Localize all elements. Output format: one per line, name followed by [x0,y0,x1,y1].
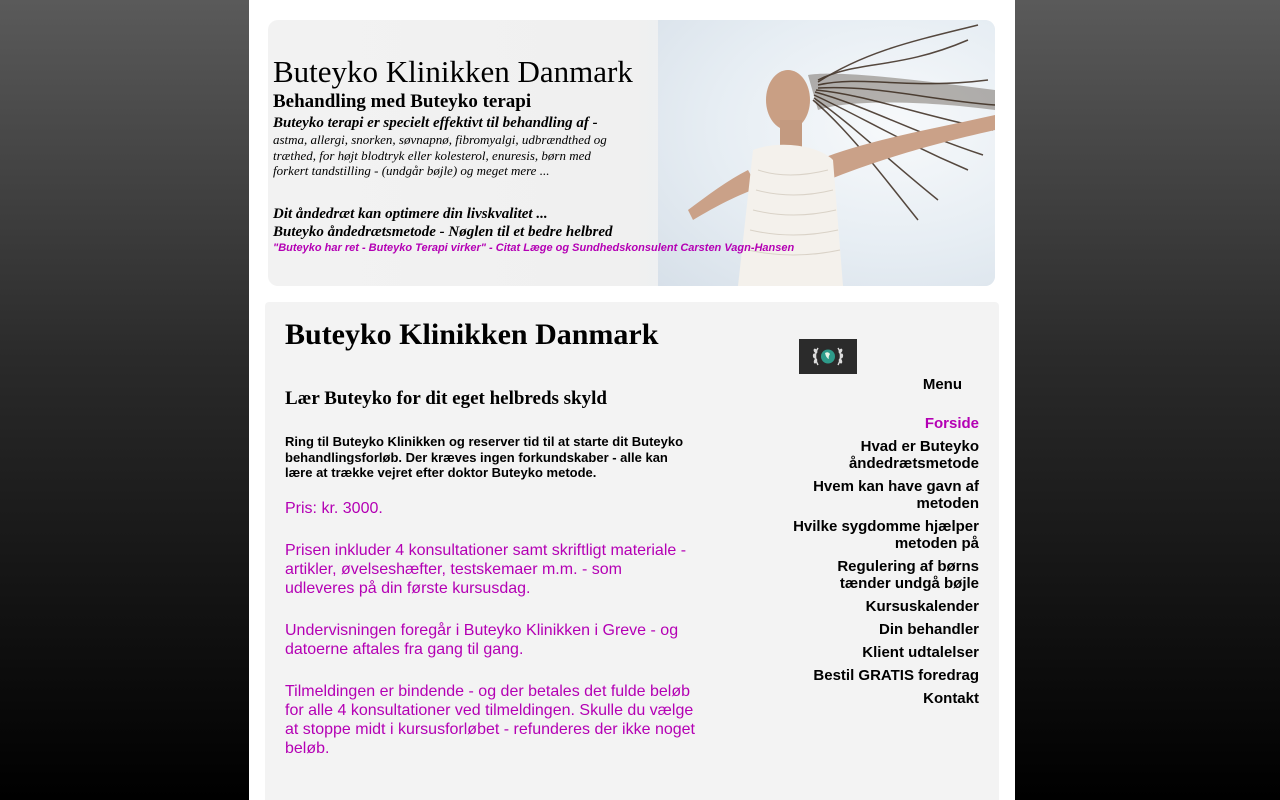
header-banner [268,20,995,286]
page-heading: Buteyko Klinikken Danmark [285,318,659,351]
logo-badge[interactable] [799,339,857,374]
nav-item-klient-udtalelser[interactable]: Klient udtalelser [862,644,979,661]
doctor-quote: "Buteyko har ret - Buteyko Terapi virker" - Citat Læge og Sundhedskonsulent Carsten Vagn-Hansen [273,241,795,254]
menu-title: Menu [922,376,962,393]
price-text: Pris: kr. 3000. [285,499,383,517]
nav-item-hvilke-sygdomme[interactable]: Hvilke sygdomme hjælper metoden på [793,518,979,552]
page-container [249,0,1015,800]
binding-text: Tilmeldingen er bindende - og der betales det fulde beløb for alle 4 konsultationer ved tilmeldingen. Skulle du vælge at stoppe midt i kursusforløbet - refunderes der ikke noget beløb. [285,682,695,757]
includes-text: Prisen inkluder 4 konsultationer samt skriftligt materiale - artikler, øvelseshæfter, testskemaer m.m. - som udleveres på din første kursusdag. [285,541,687,597]
site-title: Buteyko Klinikken Danmark [273,54,633,89]
nav-item-bestil-foredrag[interactable]: Bestil GRATIS foredrag [813,667,979,684]
location-text: Undervisningen foregår i Buteyko Klinikken i Greve - og datoerne aftales fra gang til gang. [285,621,679,658]
main-content [285,302,695,758]
method-line: Buteyko åndedrætsmetode - Nøglen til et bedre helbred [273,223,613,240]
nav-menu [789,415,979,713]
nav-item-hvem-kan-have-gavn[interactable]: Hvem kan have gavn af metoden [813,478,979,512]
section-heading: Lær Buteyko for dit eget helbreds skyld [285,388,607,409]
site-subtitle: Behandling med Buteyko terapi [273,91,532,112]
quality-line: Dit åndedræt kan optimere din livskvalitet ... [273,205,548,222]
nav-item-kursuskalender[interactable]: Kursuskalender [865,598,979,615]
nav-item-kontakt[interactable]: Kontakt [923,690,979,707]
conditions-list: astma, allergi, snorken, søvnapnø, fibromyalgi, udbrændthed og træthed, for højt blodtryk eller kolesterol, enuresis, børn med forkert tandstilling - (undgår bøjle) og meget mere ... [273,132,607,178]
banner-text [273,54,833,254]
nav-item-forside[interactable]: Forside [924,415,979,432]
intro-text: Ring til Buteyko Klinikken og reserver tid til at starte dit Buteyko behandlingsforløb. Der kræves ingen forkundskaber - alle kan lære at trække vejret efter doktor Buteyko metode. [285,434,684,480]
nav-item-regulering-tænder[interactable]: Regulering af børns tænder undgå bøjle [837,558,979,592]
effective-line: Buteyko terapi er specielt effektivt til behandling af - [273,115,598,131]
globe-laurel-icon [799,339,857,374]
content-panel [265,302,999,800]
nav-item-hvad-er-buteyko[interactable]: Hvad er Buteyko åndedrætsmetode [848,438,979,472]
nav-item-din-behandler[interactable]: Din behandler [878,621,979,638]
